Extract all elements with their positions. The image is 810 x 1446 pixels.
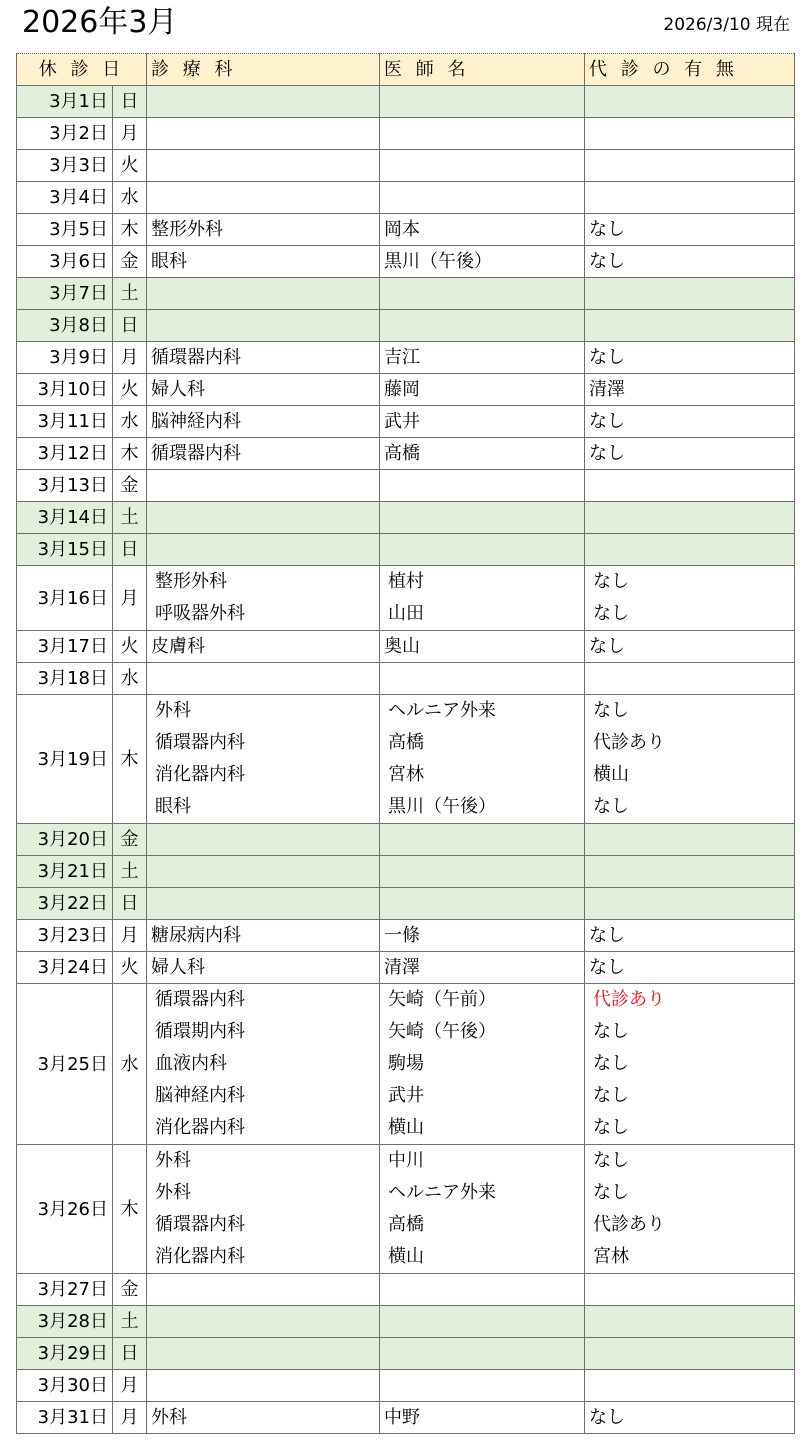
date-cell: 3月9日 (17, 342, 113, 374)
substitute-cell: なし (585, 214, 795, 246)
weekday-cell: 水 (113, 984, 147, 1145)
doctor-cell: 高橋 (380, 438, 585, 470)
date-cell: 3月13日 (17, 470, 113, 502)
table-row (17, 984, 795, 1145)
date-cell: 3月3日 (17, 150, 113, 182)
weekday-cell: 木 (113, 1145, 147, 1274)
weekday-cell: 木 (113, 438, 147, 470)
weekday-cell: 土 (113, 502, 147, 534)
department-cell: 整形外科 (147, 214, 380, 246)
department-cell: 脳神経内科 (147, 406, 380, 438)
department-cell (147, 182, 380, 214)
doctor-cell-line: 高橋 (388, 1214, 425, 1235)
date-cell: 3月25日 (17, 984, 113, 1145)
doctor-cell (380, 310, 585, 342)
weekday-cell: 日 (113, 1338, 147, 1370)
substitute-cell-line: 代診あり (593, 1214, 666, 1235)
doctor-cell (380, 824, 585, 856)
table-row (17, 534, 795, 566)
department-cell-line: 呼吸器外科 (155, 603, 246, 624)
substitute-cell (585, 182, 795, 214)
substitute-cell-line: なし (593, 1021, 630, 1042)
date-cell: 3月6日 (17, 246, 113, 278)
department-cell (147, 566, 380, 631)
date-cell: 3月26日 (17, 1145, 113, 1274)
weekday-cell: 火 (113, 952, 147, 984)
doctor-cell (380, 888, 585, 920)
doctor-cell: 藤岡 (380, 374, 585, 406)
date-cell: 3月27日 (17, 1274, 113, 1306)
table-row (17, 470, 795, 502)
date-cell: 3月18日 (17, 663, 113, 695)
substitute-cell-line: 横山 (593, 764, 630, 785)
weekday-cell: 金 (113, 470, 147, 502)
date-cell: 3月12日 (17, 438, 113, 470)
doctor-cell-line: 駒場 (388, 1053, 425, 1074)
date-cell: 3月22日 (17, 888, 113, 920)
weekday-cell: 火 (113, 150, 147, 182)
substitute-cell (585, 470, 795, 502)
doctor-cell (380, 502, 585, 534)
doctor-cell (380, 150, 585, 182)
closure-schedule-table (16, 53, 795, 1434)
weekday-cell: 月 (113, 342, 147, 374)
substitute-cell (585, 695, 795, 824)
weekday-cell: 日 (113, 534, 147, 566)
doctor-cell (380, 1274, 585, 1306)
substitute-cell-line: 宮林 (593, 1246, 630, 1267)
date-cell: 3月10日 (17, 374, 113, 406)
doctor-cell-line: 高橋 (388, 732, 425, 753)
table-row (17, 920, 795, 952)
department-cell (147, 856, 380, 888)
substitute-cell (585, 1338, 795, 1370)
table-row (17, 1145, 795, 1274)
table-row (17, 150, 795, 182)
table-row (17, 86, 795, 118)
table-row (17, 246, 795, 278)
table-row (17, 1402, 795, 1434)
weekday-cell: 水 (113, 406, 147, 438)
substitute-cell-line: なし (593, 796, 630, 817)
department-cell-line: 消化器内科 (155, 1117, 246, 1138)
weekday-cell: 水 (113, 182, 147, 214)
doctor-cell (380, 695, 585, 824)
department-cell (147, 824, 380, 856)
substitute-cell-line: なし (593, 603, 630, 624)
doctor-cell: 中野 (380, 1402, 585, 1434)
substitute-cell-line: なし (593, 1085, 630, 1106)
department-cell-line: 脳神経内科 (155, 1085, 246, 1106)
department-cell-line: 外科 (155, 1182, 192, 1203)
department-cell-line: 外科 (155, 700, 192, 721)
doctor-cell: 吉江 (380, 342, 585, 374)
department-cell-line: 循環器内科 (155, 989, 246, 1010)
substitute-cell-line: なし (593, 700, 630, 721)
page-title: 2026年3月 (22, 5, 178, 40)
doctor-cell-line: ヘルニア外来 (388, 1182, 497, 1203)
department-cell (147, 663, 380, 695)
date-cell: 3月1日 (17, 86, 113, 118)
doctor-cell (380, 86, 585, 118)
table-row (17, 278, 795, 310)
department-cell: 婦人科 (147, 952, 380, 984)
weekday-cell: 月 (113, 1370, 147, 1402)
date-cell: 3月21日 (17, 856, 113, 888)
table-row (17, 566, 795, 631)
date-cell: 3月5日 (17, 214, 113, 246)
substitute-cell (585, 86, 795, 118)
substitute-cell: 清澤 (585, 374, 795, 406)
doctor-cell (380, 182, 585, 214)
substitute-cell (585, 310, 795, 342)
department-cell (147, 502, 380, 534)
doctor-cell: 黒川（午後） (380, 246, 585, 278)
weekday-cell: 木 (113, 695, 147, 824)
substitute-cell (585, 1274, 795, 1306)
department-cell-line: 外科 (155, 1150, 192, 1171)
date-cell: 3月17日 (17, 631, 113, 663)
substitute-cell-line: なし (593, 571, 630, 592)
table-row (17, 118, 795, 150)
doctor-cell: 清澤 (380, 952, 585, 984)
weekday-cell: 土 (113, 856, 147, 888)
department-cell: 糖尿病内科 (147, 920, 380, 952)
table-row (17, 374, 795, 406)
substitute-cell (585, 856, 795, 888)
table-row (17, 1306, 795, 1338)
table-body (17, 86, 795, 1434)
doctor-cell (380, 856, 585, 888)
date-cell: 3月14日 (17, 502, 113, 534)
date-cell: 3月19日 (17, 695, 113, 824)
date-cell: 3月16日 (17, 566, 113, 631)
department-cell (147, 310, 380, 342)
substitute-cell (585, 984, 795, 1145)
doctor-cell (380, 470, 585, 502)
substitute-cell (585, 824, 795, 856)
doctor-cell-line: 矢崎（午前） (388, 989, 497, 1010)
department-cell (147, 534, 380, 566)
substitute-cell: なし (585, 952, 795, 984)
weekday-cell: 金 (113, 1274, 147, 1306)
doctor-cell-line: 山田 (388, 603, 425, 624)
department-cell-line: 循環器内科 (155, 732, 246, 753)
department-cell-line: 消化器内科 (155, 764, 246, 785)
table-row (17, 663, 795, 695)
table-row (17, 631, 795, 663)
department-cell-line: 循環期内科 (155, 1021, 246, 1042)
doctor-cell (380, 1370, 585, 1402)
weekday-cell: 火 (113, 374, 147, 406)
doctor-cell-line: ヘルニア外来 (388, 700, 497, 721)
doctor-cell-line: 矢崎（午後） (388, 1021, 497, 1042)
header-row (17, 54, 795, 86)
substitute-cell (585, 888, 795, 920)
substitute-cell (585, 502, 795, 534)
doctor-cell-line: 植村 (388, 571, 425, 592)
department-cell (147, 1338, 380, 1370)
weekday-cell: 月 (113, 920, 147, 952)
weekday-cell: 月 (113, 118, 147, 150)
doctor-cell (380, 1306, 585, 1338)
department-cell (147, 278, 380, 310)
table-row (17, 1370, 795, 1402)
date-cell: 3月11日 (17, 406, 113, 438)
table-row (17, 310, 795, 342)
table-row (17, 824, 795, 856)
header-day: 休 診 日 (17, 54, 147, 86)
doctor-cell: 奥山 (380, 631, 585, 663)
substitute-cell: なし (585, 406, 795, 438)
weekday-cell: 日 (113, 888, 147, 920)
department-cell (147, 1306, 380, 1338)
department-cell-line: 整形外科 (155, 571, 228, 592)
table-row (17, 214, 795, 246)
weekday-cell: 土 (113, 278, 147, 310)
department-cell (147, 888, 380, 920)
table-row (17, 856, 795, 888)
weekday-cell: 日 (113, 310, 147, 342)
substitute-cell-line: 代診あり (593, 732, 666, 753)
doctor-cell (380, 984, 585, 1145)
weekday-cell: 木 (113, 214, 147, 246)
date-cell: 3月7日 (17, 278, 113, 310)
doctor-cell (380, 566, 585, 631)
weekday-cell: 月 (113, 566, 147, 631)
date-cell: 3月23日 (17, 920, 113, 952)
substitute-cell-line: なし (593, 1150, 630, 1171)
substitute-cell (585, 278, 795, 310)
department-cell: 婦人科 (147, 374, 380, 406)
department-cell (147, 470, 380, 502)
substitute-cell: なし (585, 631, 795, 663)
doctor-cell: 一條 (380, 920, 585, 952)
doctor-cell-line: 中川 (388, 1150, 425, 1171)
department-cell-line: 循環器内科 (155, 1214, 246, 1235)
substitute-cell (585, 1306, 795, 1338)
doctor-cell-line: 横山 (388, 1117, 425, 1138)
doctor-cell (380, 1145, 585, 1274)
table-row (17, 502, 795, 534)
table-row (17, 438, 795, 470)
department-cell (147, 118, 380, 150)
weekday-cell: 金 (113, 246, 147, 278)
date-cell: 3月2日 (17, 118, 113, 150)
doctor-cell-line: 武井 (388, 1085, 425, 1106)
department-cell (147, 695, 380, 824)
doctor-cell (380, 663, 585, 695)
weekday-cell: 月 (113, 1402, 147, 1434)
weekday-cell: 水 (113, 663, 147, 695)
substitute-cell (585, 663, 795, 695)
doctor-cell (380, 534, 585, 566)
date-cell: 3月31日 (17, 1402, 113, 1434)
date-cell: 3月20日 (17, 824, 113, 856)
substitute-cell (585, 118, 795, 150)
department-cell: 眼科 (147, 246, 380, 278)
substitute-cell-line: なし (593, 1117, 630, 1138)
substitute-cell: なし (585, 920, 795, 952)
substitute-cell: なし (585, 342, 795, 374)
department-cell (147, 984, 380, 1145)
doctor-cell: 武井 (380, 406, 585, 438)
weekday-cell: 土 (113, 1306, 147, 1338)
department-cell-line: 血液内科 (155, 1053, 228, 1074)
header-substitute: 代 診 の 有 無 (585, 54, 795, 86)
weekday-cell: 金 (113, 824, 147, 856)
department-cell (147, 86, 380, 118)
substitute-cell-line: なし (593, 1053, 630, 1074)
date-cell: 3月24日 (17, 952, 113, 984)
table-row (17, 342, 795, 374)
date-cell: 3月30日 (17, 1370, 113, 1402)
department-cell: 循環器内科 (147, 342, 380, 374)
department-cell (147, 1370, 380, 1402)
doctor-cell (380, 278, 585, 310)
table-row (17, 1338, 795, 1370)
department-cell: 皮膚科 (147, 631, 380, 663)
table-row (17, 695, 795, 824)
date-cell: 3月29日 (17, 1338, 113, 1370)
table-row (17, 406, 795, 438)
substitute-cell (585, 534, 795, 566)
department-cell-line: 消化器内科 (155, 1246, 246, 1267)
as-of-date: 2026/3/10 現在 (663, 15, 790, 35)
header-doctor: 医 師 名 (380, 54, 585, 86)
date-cell: 3月8日 (17, 310, 113, 342)
table-row (17, 1274, 795, 1306)
doctor-cell-line: 宮林 (388, 764, 425, 785)
doctor-cell (380, 1338, 585, 1370)
date-cell: 3月4日 (17, 182, 113, 214)
substitute-cell (585, 566, 795, 631)
department-cell (147, 1274, 380, 1306)
table-row (17, 182, 795, 214)
substitute-cell: なし (585, 438, 795, 470)
table-row (17, 888, 795, 920)
doctor-cell: 岡本 (380, 214, 585, 246)
doctor-cell-line: 黒川（午後） (388, 796, 497, 817)
substitute-cell-line: なし (593, 1182, 630, 1203)
department-cell: 外科 (147, 1402, 380, 1434)
substitute-cell: なし (585, 246, 795, 278)
date-cell: 3月15日 (17, 534, 113, 566)
substitute-cell (585, 1370, 795, 1402)
date-cell: 3月28日 (17, 1306, 113, 1338)
doctor-cell (380, 118, 585, 150)
header-dept: 診 療 科 (147, 54, 380, 86)
weekday-cell: 火 (113, 631, 147, 663)
department-cell (147, 1145, 380, 1274)
department-cell: 循環器内科 (147, 438, 380, 470)
department-cell (147, 150, 380, 182)
doctor-cell-line: 横山 (388, 1246, 425, 1267)
table-row (17, 952, 795, 984)
substitute-cell (585, 1145, 795, 1274)
substitute-cell-line: 代診あり (593, 989, 666, 1010)
weekday-cell: 日 (113, 86, 147, 118)
substitute-cell: なし (585, 1402, 795, 1434)
substitute-cell (585, 150, 795, 182)
department-cell-line: 眼科 (155, 796, 192, 817)
